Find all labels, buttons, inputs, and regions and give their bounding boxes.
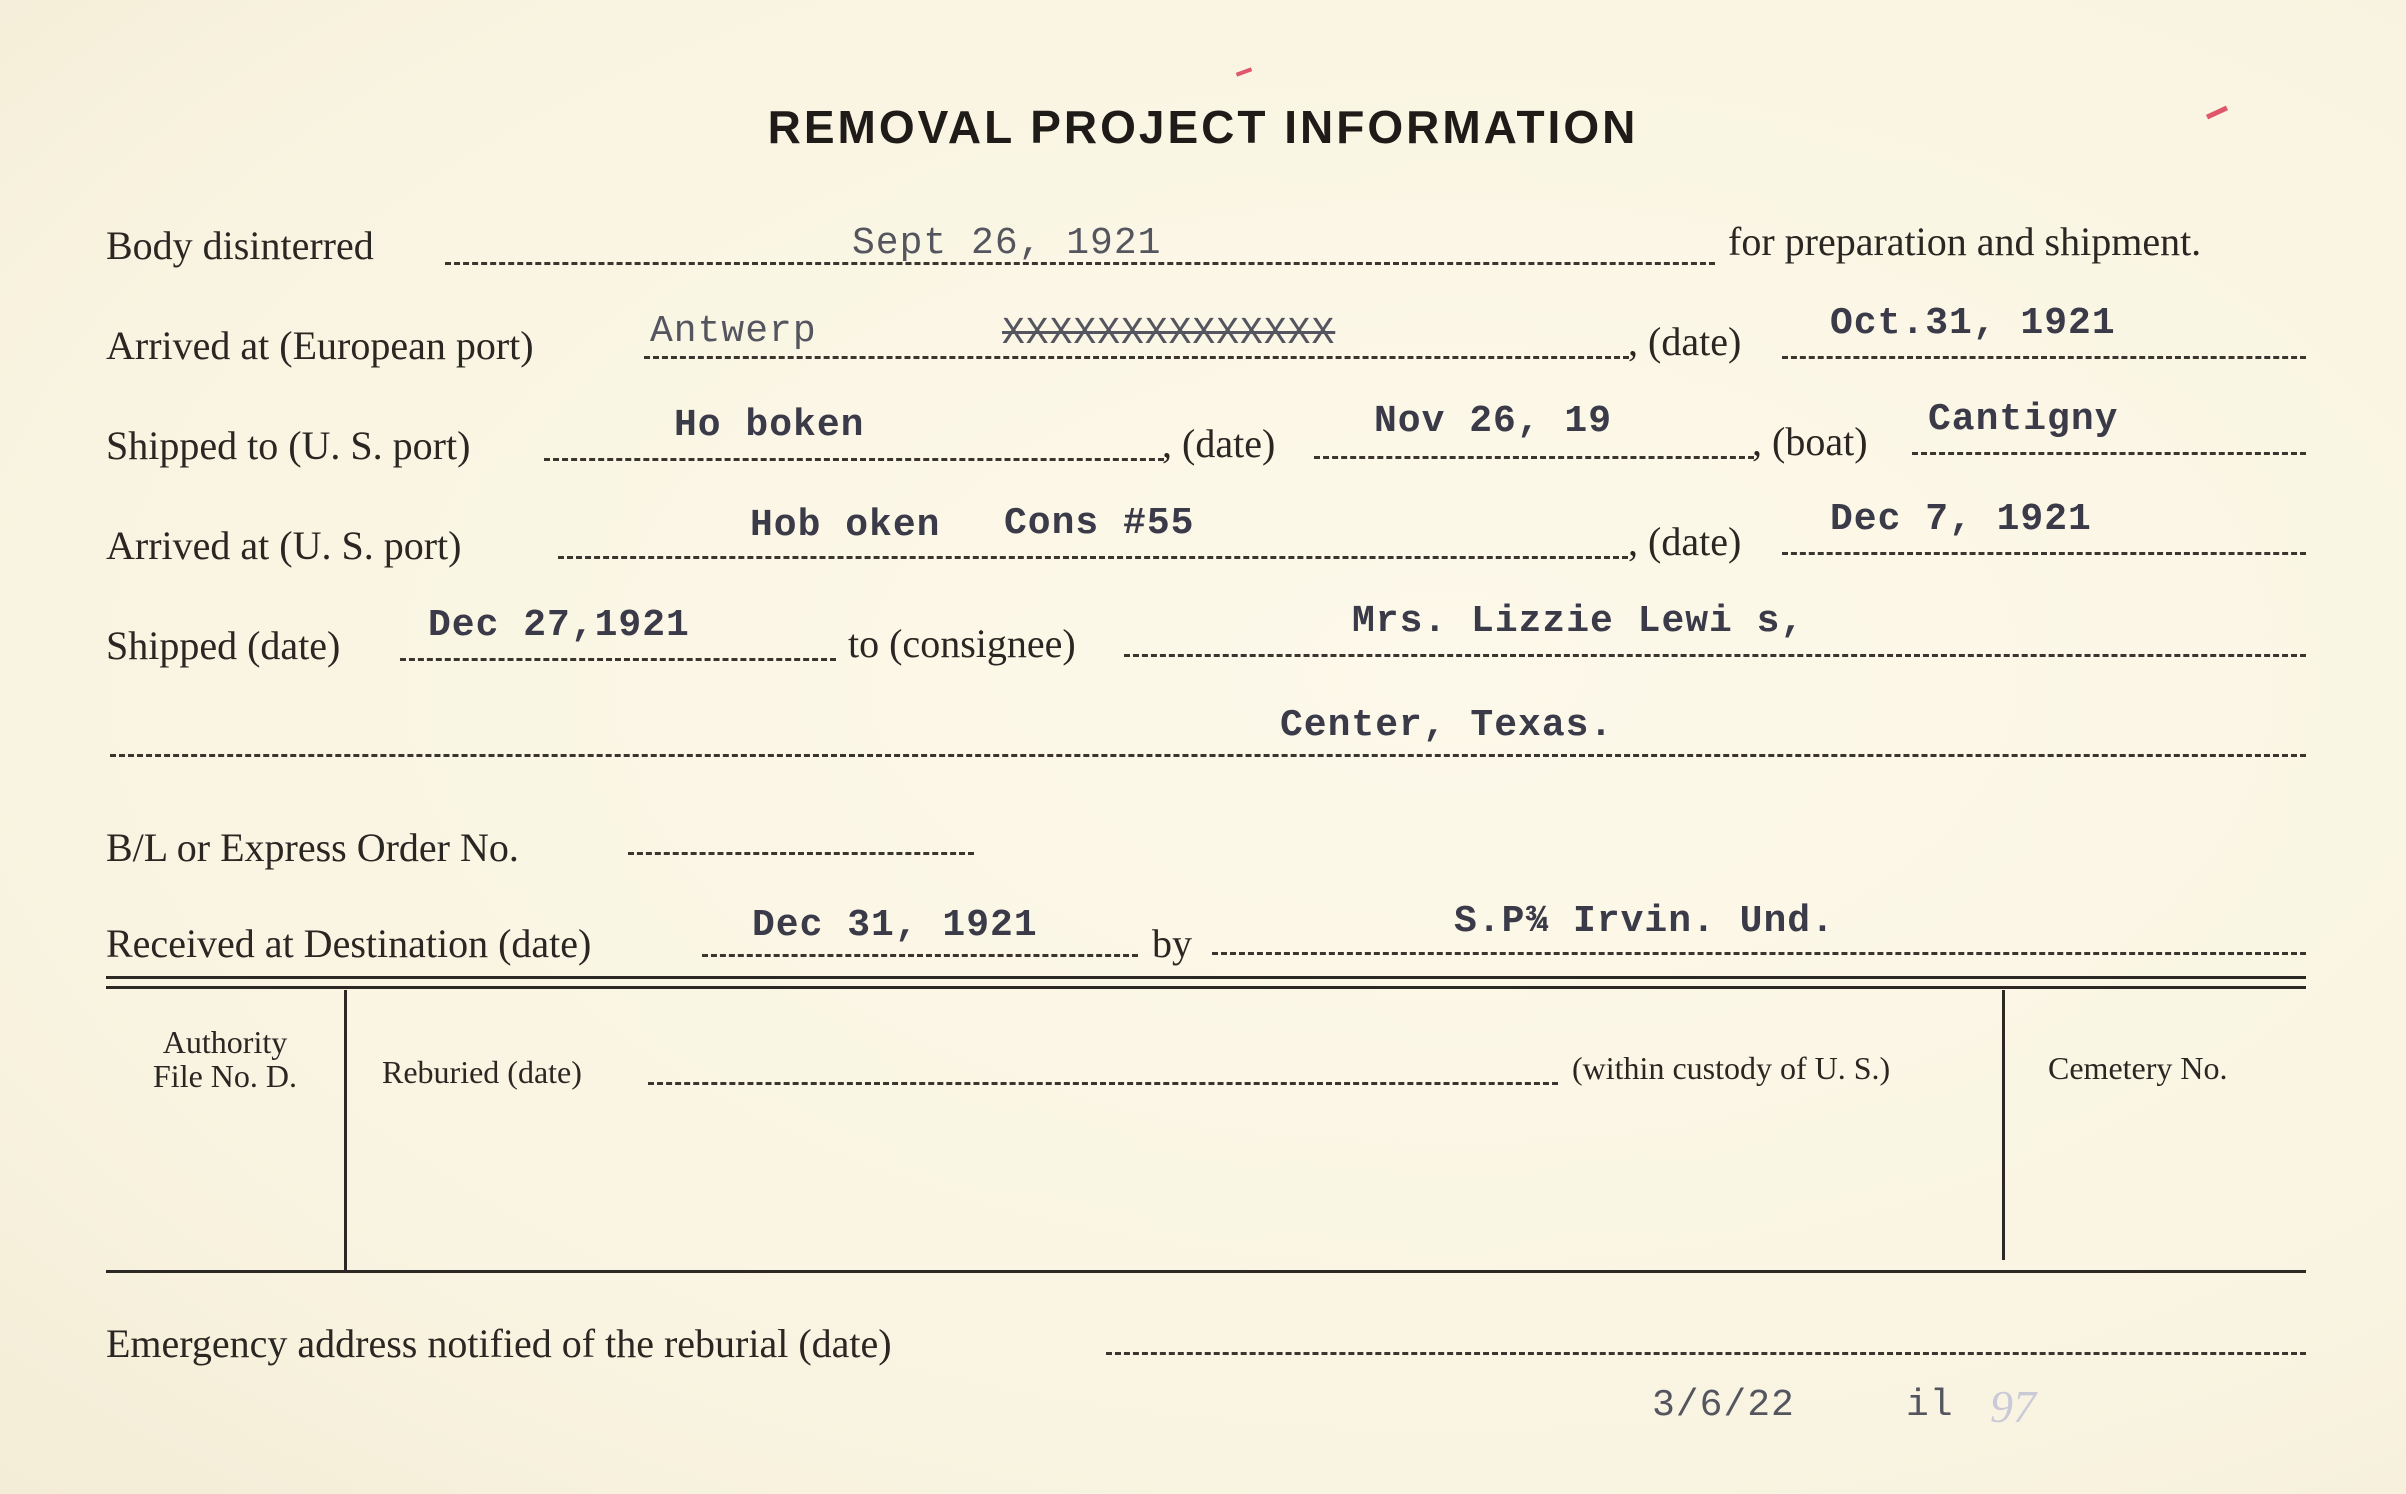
footer-date: 3/6/22 bbox=[1652, 1384, 1795, 1427]
bill-of-lading-label: B/L or Express Order No. bbox=[106, 825, 519, 870]
consignee-address: Center, Texas. bbox=[1280, 704, 1614, 747]
us-port-arrived-date-value: Dec 7, 1921 bbox=[1830, 498, 2092, 541]
us-port-arrived-date-line bbox=[1782, 552, 2306, 555]
boat-label: , (boat) bbox=[1752, 419, 1868, 464]
us-port-shipped-date-line bbox=[1314, 456, 1754, 459]
footer-initials: il bbox=[1906, 1384, 1954, 1427]
european-port-line bbox=[644, 356, 1629, 359]
shipped-date-line bbox=[400, 658, 836, 661]
cemetery-number-label: Cemetery No. bbox=[2048, 1050, 2228, 1086]
emergency-address-label: Emergency address notified of the reburial (date) bbox=[106, 1321, 892, 1366]
box-top-rule bbox=[106, 976, 2306, 979]
reburied-line bbox=[648, 1082, 1558, 1085]
consignee-label: to (consignee) bbox=[848, 621, 1076, 666]
page-title: REMOVAL PROJECT INFORMATION bbox=[767, 101, 1639, 153]
bill-of-lading-line bbox=[628, 852, 974, 855]
shipped-date-label: Shipped (date) bbox=[106, 623, 341, 668]
european-port-value: Antwerp bbox=[650, 310, 817, 353]
us-port-arrived-value: Hob oken bbox=[750, 504, 941, 547]
us-port-arrived-label: Arrived at (U. S. port) bbox=[106, 523, 462, 568]
ink-mark bbox=[1236, 67, 1252, 76]
shipped-date-value: Dec 27,1921 bbox=[428, 604, 690, 647]
received-by-value: S.P¾ Irvin. Und. bbox=[1454, 900, 1835, 943]
boat-line bbox=[1912, 452, 2306, 455]
us-port-shipped-line bbox=[544, 458, 1164, 461]
us-port-arrived-date-label: , (date) bbox=[1628, 519, 1742, 564]
box-divider-left bbox=[344, 990, 347, 1270]
emergency-address-line bbox=[1106, 1352, 2306, 1355]
us-port-shipped-date-label: , (date) bbox=[1162, 421, 1276, 466]
body-disinterred-value: Sept 26, 1921 bbox=[852, 222, 1162, 265]
consignee-line bbox=[1124, 654, 2306, 657]
us-port-shipped-label: Shipped to (U. S. port) bbox=[106, 423, 471, 468]
european-port-date-value: Oct.31, 1921 bbox=[1830, 302, 2116, 345]
received-destination-line bbox=[702, 954, 1138, 957]
reburied-label: Reburied (date) bbox=[382, 1054, 582, 1090]
received-destination-date: Dec 31, 1921 bbox=[752, 904, 1038, 947]
us-port-arrived-line bbox=[558, 556, 1628, 559]
consignee-address-line bbox=[110, 754, 2306, 757]
file-number-label: File No. D. bbox=[153, 1058, 297, 1094]
box-bottom-rule bbox=[106, 1270, 2306, 1273]
custody-label: (within custody of U. S.) bbox=[1572, 1050, 1891, 1086]
pencil-note: 97 bbox=[1990, 1381, 2036, 1432]
us-port-shipped-date-value: Nov 26, 19 bbox=[1374, 400, 1613, 443]
preparation-shipment-label: for preparation and shipment. bbox=[1728, 219, 2202, 264]
european-port-label: Arrived at (European port) bbox=[106, 323, 534, 368]
european-port-date-label: , (date) bbox=[1628, 319, 1742, 364]
received-by-line bbox=[1212, 952, 2306, 955]
box-top-rule-inner bbox=[106, 986, 2306, 989]
body-disinterred-label: Body disinterred bbox=[106, 223, 374, 268]
us-port-shipped-value: Ho boken bbox=[674, 404, 865, 447]
received-destination-label: Received at Destination (date) bbox=[106, 921, 592, 966]
crossed-out-text: XXXXXXXXXXXXXX bbox=[1002, 312, 1336, 355]
box-divider-right bbox=[2002, 990, 2005, 1260]
received-by-label: by bbox=[1152, 921, 1192, 966]
consignee-value: Mrs. Lizzie Lewi s, bbox=[1352, 600, 1805, 643]
boat-value: Cantigny bbox=[1928, 398, 2119, 441]
authority-label: Authority bbox=[162, 1024, 288, 1060]
consolidation-number: Cons #55 bbox=[1004, 502, 1195, 545]
european-port-date-line bbox=[1782, 356, 2306, 359]
